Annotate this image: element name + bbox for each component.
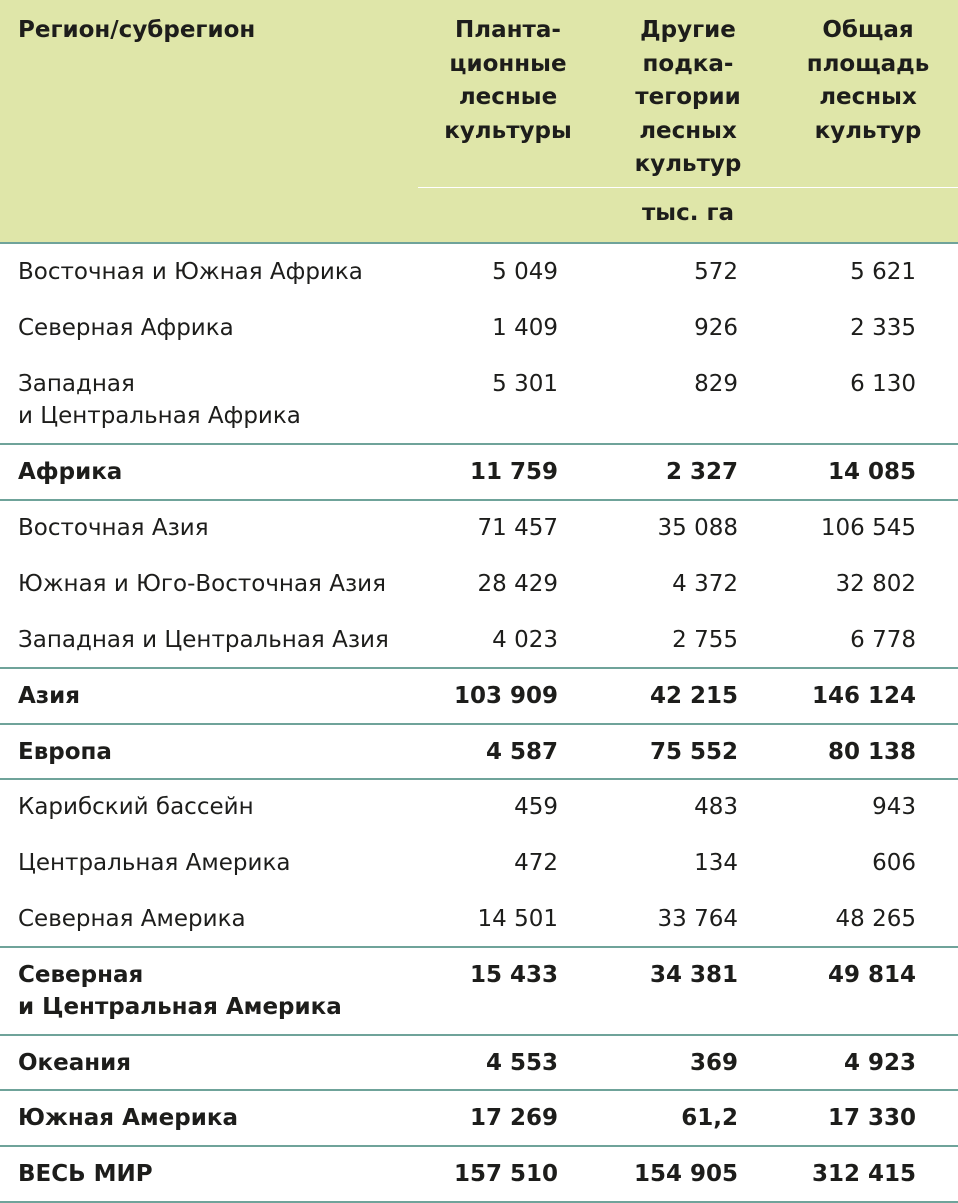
table-row-total (0, 1146, 958, 1202)
row-region: Центральная Америка (18, 850, 291, 876)
row-region: Карибский бассейн (18, 794, 254, 820)
row-total: 606 (872, 850, 916, 876)
row-plantation: 11 759 (469, 459, 558, 485)
row-plantation: 14 501 (477, 906, 558, 932)
row-region: ВЕСЬ МИР (18, 1161, 153, 1187)
row-other: 829 (694, 371, 738, 397)
row-other: 35 088 (657, 515, 738, 541)
row-region: Западная и Центральная Африка (18, 371, 301, 429)
row-region: Африка (18, 459, 123, 485)
header-divider (418, 187, 958, 188)
table-row (0, 244, 958, 300)
table-row-subtotal (0, 668, 958, 724)
row-region: Западная и Центральная Азия (18, 627, 389, 653)
table-row-subtotal (0, 947, 958, 1035)
row-other: 75 552 (649, 739, 738, 765)
row-region: Северная Африка (18, 315, 234, 341)
row-total: 32 802 (835, 571, 916, 597)
row-plantation: 5 301 (492, 371, 558, 397)
row-other: 483 (694, 794, 738, 820)
row-other: 572 (694, 259, 738, 285)
row-other: 369 (689, 1050, 738, 1076)
table-row-subtotal (0, 444, 958, 500)
row-region: Океания (18, 1050, 132, 1076)
header-plantation: Планта- ционные лесные культуры (444, 17, 572, 144)
row-total: 312 415 (811, 1161, 916, 1187)
table-header (0, 0, 958, 244)
row-plantation: 157 510 (453, 1161, 558, 1187)
table-row (0, 556, 958, 612)
row-plantation: 15 433 (469, 962, 558, 988)
row-other: 34 381 (649, 962, 738, 988)
table-row (0, 891, 958, 947)
row-plantation: 71 457 (477, 515, 558, 541)
row-total: 49 814 (827, 962, 916, 988)
row-plantation: 17 269 (469, 1105, 558, 1131)
row-other: 926 (694, 315, 738, 341)
row-total: 6 130 (850, 371, 916, 397)
row-plantation: 1 409 (492, 315, 558, 341)
row-other: 2 327 (665, 459, 738, 485)
header-other-subcategories: Другие подка- тегории лесных культур (634, 17, 742, 177)
row-plantation: 4 023 (492, 627, 558, 653)
table-row-subtotal (0, 1035, 958, 1090)
row-region: Южная и Юго-Восточная Азия (18, 571, 386, 597)
row-region: Восточная Азия (18, 515, 209, 541)
table-row-subtotal (0, 1090, 958, 1146)
row-plantation: 4 587 (485, 739, 558, 765)
row-region: Восточная и Южная Африка (18, 259, 363, 285)
row-total: 5 621 (850, 259, 916, 285)
row-region: Азия (18, 683, 81, 709)
row-region: Северная и Центральная Америка (18, 962, 342, 1020)
table-row (0, 500, 958, 556)
table-row (0, 300, 958, 356)
row-total: 943 (872, 794, 916, 820)
header-total-area: Общая площадь лесных культур (806, 17, 930, 144)
row-other: 61,2 (681, 1105, 738, 1131)
row-plantation: 472 (514, 850, 558, 876)
row-total: 80 138 (827, 739, 916, 765)
header-region: Регион/субрегион (18, 17, 256, 43)
row-total: 146 124 (811, 683, 916, 709)
row-plantation: 103 909 (453, 683, 558, 709)
row-other: 2 755 (672, 627, 738, 653)
row-total: 2 335 (850, 315, 916, 341)
header-unit: тыс. га (641, 200, 735, 226)
row-region: Северная Америка (18, 906, 246, 932)
row-plantation: 5 049 (492, 259, 558, 285)
row-total: 14 085 (827, 459, 916, 485)
row-region: Европа (18, 739, 112, 765)
row-region: Южная Америка (18, 1105, 238, 1131)
row-plantation: 28 429 (477, 571, 558, 597)
table-row (0, 612, 958, 668)
row-other: 154 905 (633, 1161, 738, 1187)
row-other: 4 372 (672, 571, 738, 597)
row-total: 4 923 (843, 1050, 916, 1076)
table-row (0, 835, 958, 891)
row-plantation: 4 553 (485, 1050, 558, 1076)
row-total: 48 265 (835, 906, 916, 932)
row-other: 33 764 (657, 906, 738, 932)
row-total: 6 778 (850, 627, 916, 653)
row-total: 17 330 (827, 1105, 916, 1131)
table-row-subtotal (0, 724, 958, 779)
row-plantation: 459 (514, 794, 558, 820)
row-other: 134 (694, 850, 738, 876)
row-other: 42 215 (649, 683, 738, 709)
table-row (0, 779, 958, 835)
table-row (0, 356, 958, 444)
row-total: 106 545 (820, 515, 916, 541)
